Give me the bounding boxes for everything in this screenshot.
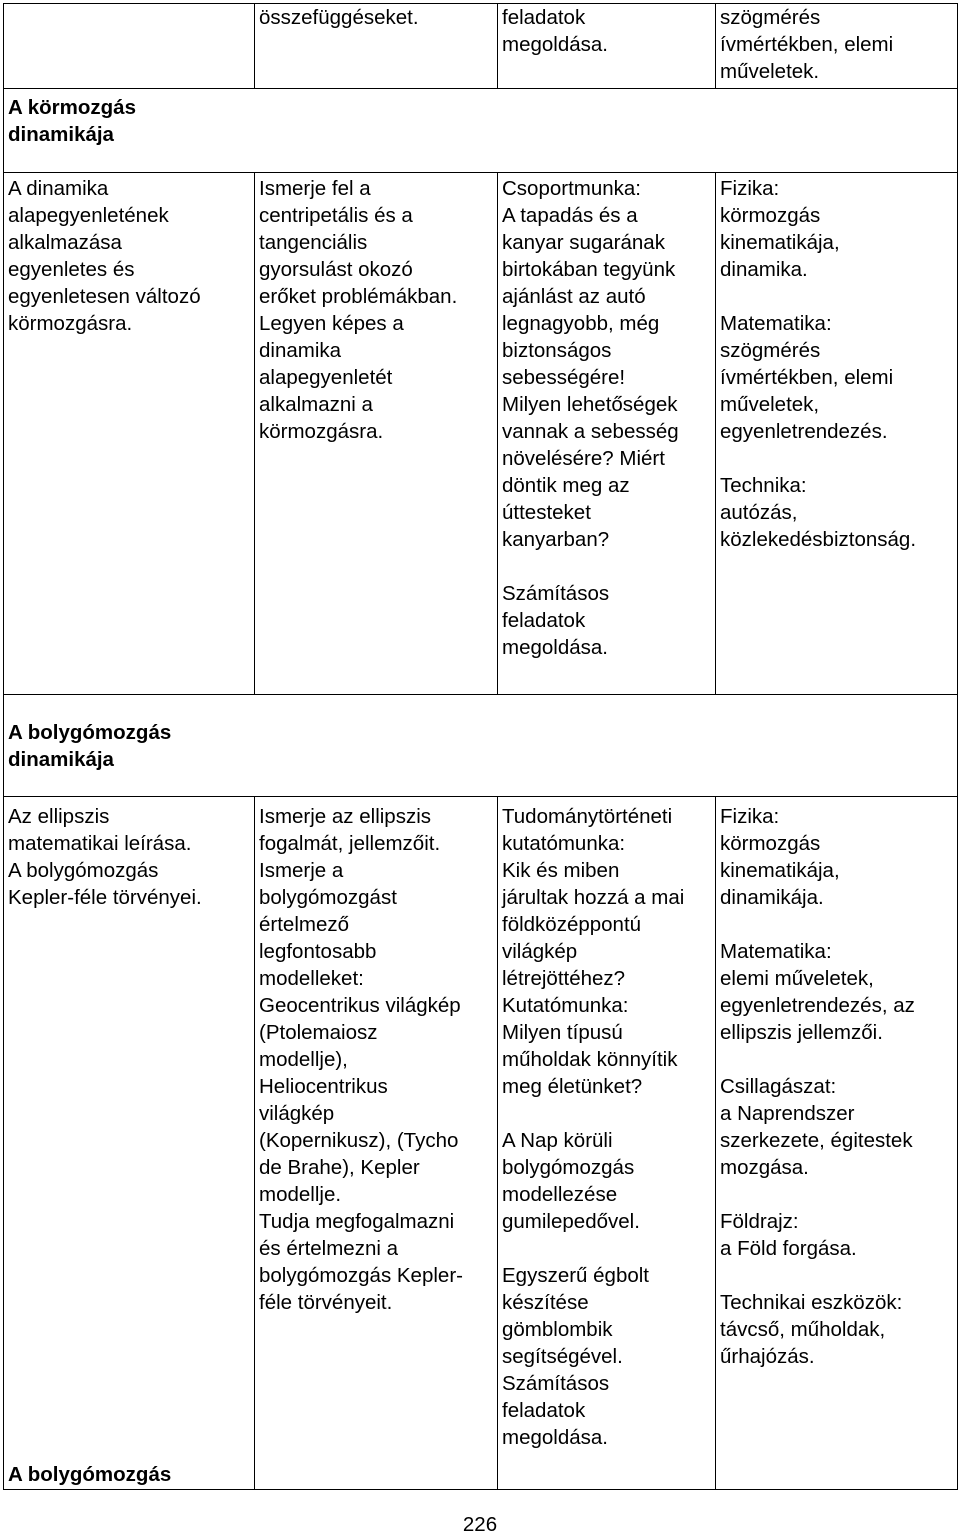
cell (498, 4, 716, 89)
text-line: Heliocentrikus (259, 1075, 388, 1098)
text-line: földközéppontú (502, 913, 642, 936)
cell-text (502, 1127, 715, 1235)
text-line: szögmérés (720, 339, 821, 362)
text-line: távcső, műholdak, (720, 1318, 886, 1341)
text-line: megoldása. (502, 33, 608, 56)
cell-text (720, 175, 957, 283)
text-line: erőket problémákban. (259, 285, 458, 308)
text-line: Az ellipszis (8, 805, 110, 828)
text-line: szögmérés (720, 6, 821, 29)
text-line: kinematikája, (720, 231, 840, 254)
text-line: A Nap körüli (502, 1129, 613, 1152)
text-line: egyenletesen változó (8, 285, 201, 308)
text-line: biztonságos (502, 339, 612, 362)
text-line: Tudománytörténeti (502, 805, 673, 828)
cell-text (259, 4, 497, 31)
curriculum-table (3, 3, 958, 1490)
section-title-circular (8, 94, 957, 148)
text-line: körmozgás (720, 832, 821, 855)
text-line: szerkezete, égitestek (720, 1129, 913, 1152)
text-line: a Naprendszer (720, 1102, 855, 1125)
text-line: feladatok (502, 609, 586, 632)
text-line: műholdak könnyítik (502, 1048, 678, 1071)
text-line: de Brahe), Kepler (259, 1156, 420, 1179)
text-line: Kutatómunka: (502, 994, 629, 1017)
table-row (4, 695, 958, 797)
text-line: döntik meg az (502, 474, 630, 497)
text-line: A körmozgás (8, 96, 136, 119)
text-line: féle törvényeit. (259, 1291, 393, 1314)
text-line: gömblombik (502, 1318, 613, 1341)
text-line: világkép (259, 1102, 335, 1125)
text-line: centripetális és a (259, 204, 413, 227)
text-line: Legyen képes a (259, 312, 404, 335)
text-line: alkalmazni a (259, 393, 373, 416)
cell-text (502, 1262, 715, 1451)
text-line: alapegyenletét (259, 366, 393, 389)
text-line: egyenletrendezés. (720, 420, 888, 443)
text-line: értelmező (259, 913, 350, 936)
cell (716, 173, 958, 695)
cell (498, 173, 716, 695)
text-line: Csillagászat: (720, 1075, 837, 1098)
cell-text (8, 175, 254, 337)
text-line: alapegyenletének (8, 204, 169, 227)
cell (4, 4, 255, 89)
text-line: körmozgásra. (8, 312, 133, 335)
cell-text (502, 4, 715, 58)
cell-text (502, 175, 715, 391)
text-line: modellje), (259, 1048, 348, 1071)
text-line: kanyarban? (502, 528, 610, 551)
cell-text (8, 803, 254, 911)
text-line: Ismerje fel a (259, 177, 371, 200)
text-line: vannak a sebesség (502, 420, 679, 443)
text-line: Kepler-féle törvényei. (8, 886, 202, 909)
text-line: műveletek. (720, 60, 820, 83)
text-line: alkalmazása (8, 231, 122, 254)
cell (498, 797, 716, 1490)
text-line: modelleket: (259, 967, 364, 990)
cell-text (720, 1289, 957, 1370)
section-header-cell (4, 89, 958, 173)
text-line: dinamikája (8, 123, 114, 146)
cell-text (720, 1208, 957, 1262)
text-line: bolygómozgás Kepler- (259, 1264, 463, 1287)
text-line: mozgása. (720, 1156, 809, 1179)
text-line: A bolygómozgás (8, 859, 159, 882)
text-line: feladatok (502, 1399, 586, 1422)
text-line: készítése (502, 1291, 589, 1314)
text-line: Ismerje az ellipszis (259, 805, 432, 828)
text-line: Fizika: (720, 177, 780, 200)
text-line: meg életünket? (502, 1075, 643, 1098)
text-line: megoldása. (502, 636, 608, 659)
text-line: dinamikája. (720, 886, 824, 909)
table-row (4, 4, 958, 89)
text-line: ívmértékben, elemi (720, 366, 894, 389)
text-line: A bolygómozgás (8, 721, 172, 744)
text-line: egyenletes és (8, 258, 135, 281)
cell-text (259, 175, 497, 445)
text-line: gyorsulást okozó (259, 258, 413, 281)
text-line: gumilepedővel. (502, 1210, 640, 1233)
text-line: modellezése (502, 1183, 618, 1206)
text-line: bolygómozgás (502, 1156, 635, 1179)
cell (255, 797, 498, 1490)
text-line: (Ptolemaiosz (259, 1021, 378, 1044)
text-line: ellipszis jellemzői. (720, 1021, 883, 1044)
text-line: ívmértékben, elemi (720, 33, 894, 56)
text-line: Földrajz: (720, 1210, 799, 1233)
text-line: összefüggéseket. (259, 6, 419, 29)
text-line: kutatómunka: (502, 832, 626, 855)
text-line: feladatok (502, 6, 586, 29)
text-line: Geocentrikus világkép (259, 994, 461, 1017)
text-line: Technikai eszközök: (720, 1291, 903, 1314)
text-line: A tapadás és a (502, 204, 638, 227)
text-line: dinamikája (8, 748, 114, 771)
text-line: egyenletrendezés, az (720, 994, 915, 1017)
cell (255, 173, 498, 695)
text-line: Matematika: (720, 312, 832, 335)
text-line: ajánlást az autó (502, 285, 646, 308)
text-line: dinamika. (720, 258, 808, 281)
section-title-planetary (8, 719, 957, 773)
text-line: járultak hozzá a mai (502, 886, 685, 909)
text-line: úttesteket (502, 501, 591, 524)
text-line: létrejöttéhez? (502, 967, 626, 990)
table-row (4, 89, 958, 173)
cell (716, 4, 958, 89)
cell-text (502, 803, 715, 1100)
cell-text (720, 472, 957, 553)
text-line: kanyar sugarának (502, 231, 665, 254)
text-line: birtokában tegyünk (502, 258, 676, 281)
cell (255, 4, 498, 89)
text-line: sebességére! (502, 366, 626, 389)
cell-text (720, 1073, 957, 1181)
text-line: Számításos (502, 1372, 610, 1395)
text-line: és értelmezni a (259, 1237, 399, 1260)
text-line: Milyen lehetőségek (502, 393, 678, 416)
text-line: körmozgás (720, 204, 821, 227)
text-line: világkép (502, 940, 578, 963)
cell-text (720, 310, 957, 445)
text-line: tangenciális (259, 231, 368, 254)
cell-text (720, 4, 957, 85)
text-line: Milyen típusú (502, 1021, 623, 1044)
text-line: autózás, (720, 501, 798, 524)
cell-text (502, 580, 715, 661)
text-line: megoldása. (502, 1426, 608, 1449)
cell-text (720, 803, 957, 911)
text-line: A dinamika (8, 177, 109, 200)
text-line: a Föld forgása. (720, 1237, 857, 1260)
cell-text (502, 391, 715, 553)
text-line: Kik és miben (502, 859, 620, 882)
text-line: növelésére? Miért (502, 447, 665, 470)
text-line: bolygómozgást (259, 886, 397, 909)
cell-text (259, 803, 497, 1316)
table-row (4, 173, 958, 695)
text-line: Ismerje a (259, 859, 344, 882)
cell (4, 173, 255, 695)
text-line: Matematika: (720, 940, 832, 963)
cell (4, 797, 255, 1490)
text-line: műveletek, (720, 393, 820, 416)
text-line: Fizika: (720, 805, 780, 828)
text-line: űrhajózás. (720, 1345, 815, 1368)
page-number: 226 (462, 1513, 498, 1536)
cell (716, 797, 958, 1490)
text-line: kinematikája, (720, 859, 840, 882)
cell-text (720, 938, 957, 1046)
text-line: közlekedésbiztonság. (720, 528, 917, 551)
section-header-cell (4, 695, 958, 797)
text-line: Egyszerű égbolt (502, 1264, 650, 1287)
text-line: modellje. (259, 1183, 342, 1206)
text-line: Számításos (502, 582, 610, 605)
text-line: segítségével. (502, 1345, 623, 1368)
text-line: legfontosabb (259, 940, 377, 963)
text-line: körmozgásra. (259, 420, 384, 443)
text-line: fogalmát, jellemzőit. (259, 832, 441, 855)
text-line: dinamika (259, 339, 342, 362)
text-line: matematikai leírása. (8, 832, 192, 855)
text-line: elemi műveletek, (720, 967, 874, 990)
text-line: Tudja megfogalmazni (259, 1210, 455, 1233)
trailing-section-title: A bolygómozgás (8, 1463, 172, 1486)
text-line: Technika: (720, 474, 807, 497)
text-line: legnagyobb, még (502, 312, 660, 335)
table-row (4, 797, 958, 1490)
text-line: (Kopernikusz), (Tycho (259, 1129, 459, 1152)
text-line: Csoportmunka: (502, 177, 642, 200)
